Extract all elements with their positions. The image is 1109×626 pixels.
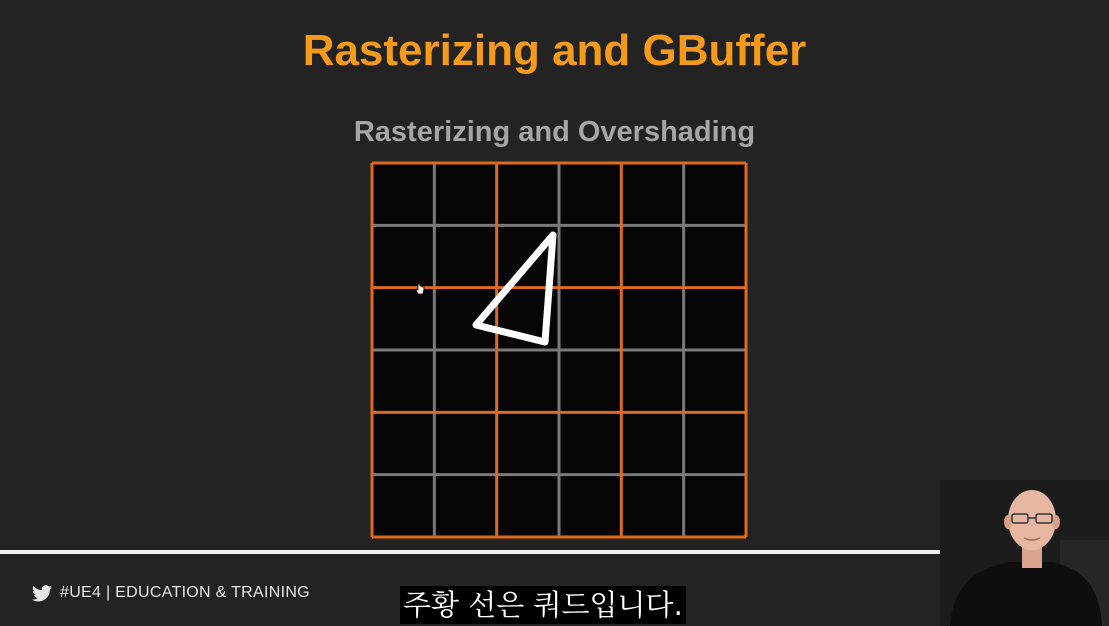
footer-text: #UE4 | EDUCATION & TRAINING <box>60 584 310 601</box>
footer-branding <box>32 582 310 604</box>
presenter-webcam <box>940 480 1109 626</box>
slide-title: Rasterizing and GBuffer <box>302 26 807 75</box>
raster-grid-svg <box>370 161 748 539</box>
raster-grid-diagram <box>370 161 748 539</box>
slide-subtitle: Rasterizing and Overshading <box>353 116 756 148</box>
video-caption: 주황 선은 쿼드입니다. <box>400 586 686 624</box>
twitter-bird-icon <box>32 585 52 602</box>
hand-cursor-icon <box>415 282 425 300</box>
